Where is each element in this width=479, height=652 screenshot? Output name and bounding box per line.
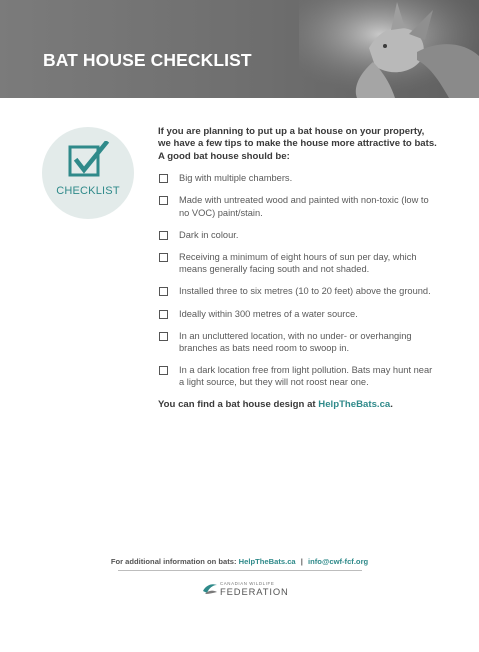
- checkbox[interactable]: [159, 332, 168, 341]
- closing-text: You can find a bat house design at: [158, 398, 319, 410]
- footer-email-link[interactable]: info@cwf-fcf.org: [308, 557, 369, 566]
- checklist-item-text: In a dark location free from light pollution. Bats may hunt near a light source, but they will not roost near one.: [179, 365, 433, 388]
- cwf-logo-mark-icon: [202, 582, 218, 596]
- footer-divider: [118, 570, 362, 571]
- footer-website-link[interactable]: HelpTheBats.ca: [238, 557, 296, 566]
- logo-text-small: CANADIAN WILDLIFE: [220, 581, 275, 586]
- checkbox[interactable]: [159, 310, 168, 319]
- checklist-item: [158, 251, 438, 275]
- logo-text-big: FEDERATION: [220, 586, 289, 597]
- closing-paragraph: [158, 399, 438, 411]
- checklist-item-text: Receiving a minimum of eight hours of sun per day, which means generally facing south and not shaded.: [179, 252, 417, 275]
- checklist-item: [158, 308, 438, 320]
- intro-paragraph: If you are planning to put up a bat house on your property, we have a few tips to make the house more attractive to bats. A good bat house should be:: [158, 126, 437, 162]
- checklist-item-text: Ideally within 300 metres of a water source.: [179, 308, 358, 319]
- checkmark-icon: [68, 141, 110, 181]
- checklist-item-text: Installed three to six metres (10 to 20 feet) above the ground.: [179, 286, 431, 297]
- cwf-logo: [202, 580, 289, 600]
- badge-label: CHECKLIST: [56, 185, 120, 197]
- checkbox[interactable]: [159, 287, 168, 296]
- checkbox[interactable]: [159, 366, 168, 375]
- footer-info: [0, 557, 479, 566]
- bat-photo: [299, 0, 479, 98]
- checklist-content: [158, 126, 438, 411]
- footer-label: For additional information on bats:: [110, 557, 237, 566]
- checklist-item: [158, 172, 438, 184]
- checklist-item: [158, 364, 438, 388]
- checklist-item: [158, 229, 438, 241]
- checklist-item-text: Dark in colour.: [179, 229, 239, 240]
- helpthebats-link[interactable]: HelpTheBats.ca: [318, 398, 391, 410]
- page-title: BAT HOUSE CHECKLIST: [43, 50, 252, 70]
- checklist-item-text: Made with untreated wood and painted with non-toxic (low to no VOC) paint/stain.: [179, 195, 429, 218]
- checklist-item-text: In an uncluttered location, with no under- or overhanging branches as bats need room to swoop in.: [179, 330, 412, 354]
- checklist-item: [158, 194, 438, 218]
- checkbox[interactable]: [159, 174, 168, 183]
- header-banner: [0, 0, 479, 98]
- closing-end: .: [390, 398, 393, 410]
- checklist-item: [158, 330, 438, 354]
- checklist: [158, 172, 438, 388]
- checklist-item: [158, 285, 438, 297]
- footer-separator: |: [300, 557, 303, 566]
- checklist-item-text: Big with multiple chambers.: [179, 173, 293, 184]
- checklist-badge: [42, 127, 134, 219]
- checkbox[interactable]: [159, 253, 168, 262]
- checkbox[interactable]: [159, 231, 168, 240]
- checkbox[interactable]: [159, 196, 168, 205]
